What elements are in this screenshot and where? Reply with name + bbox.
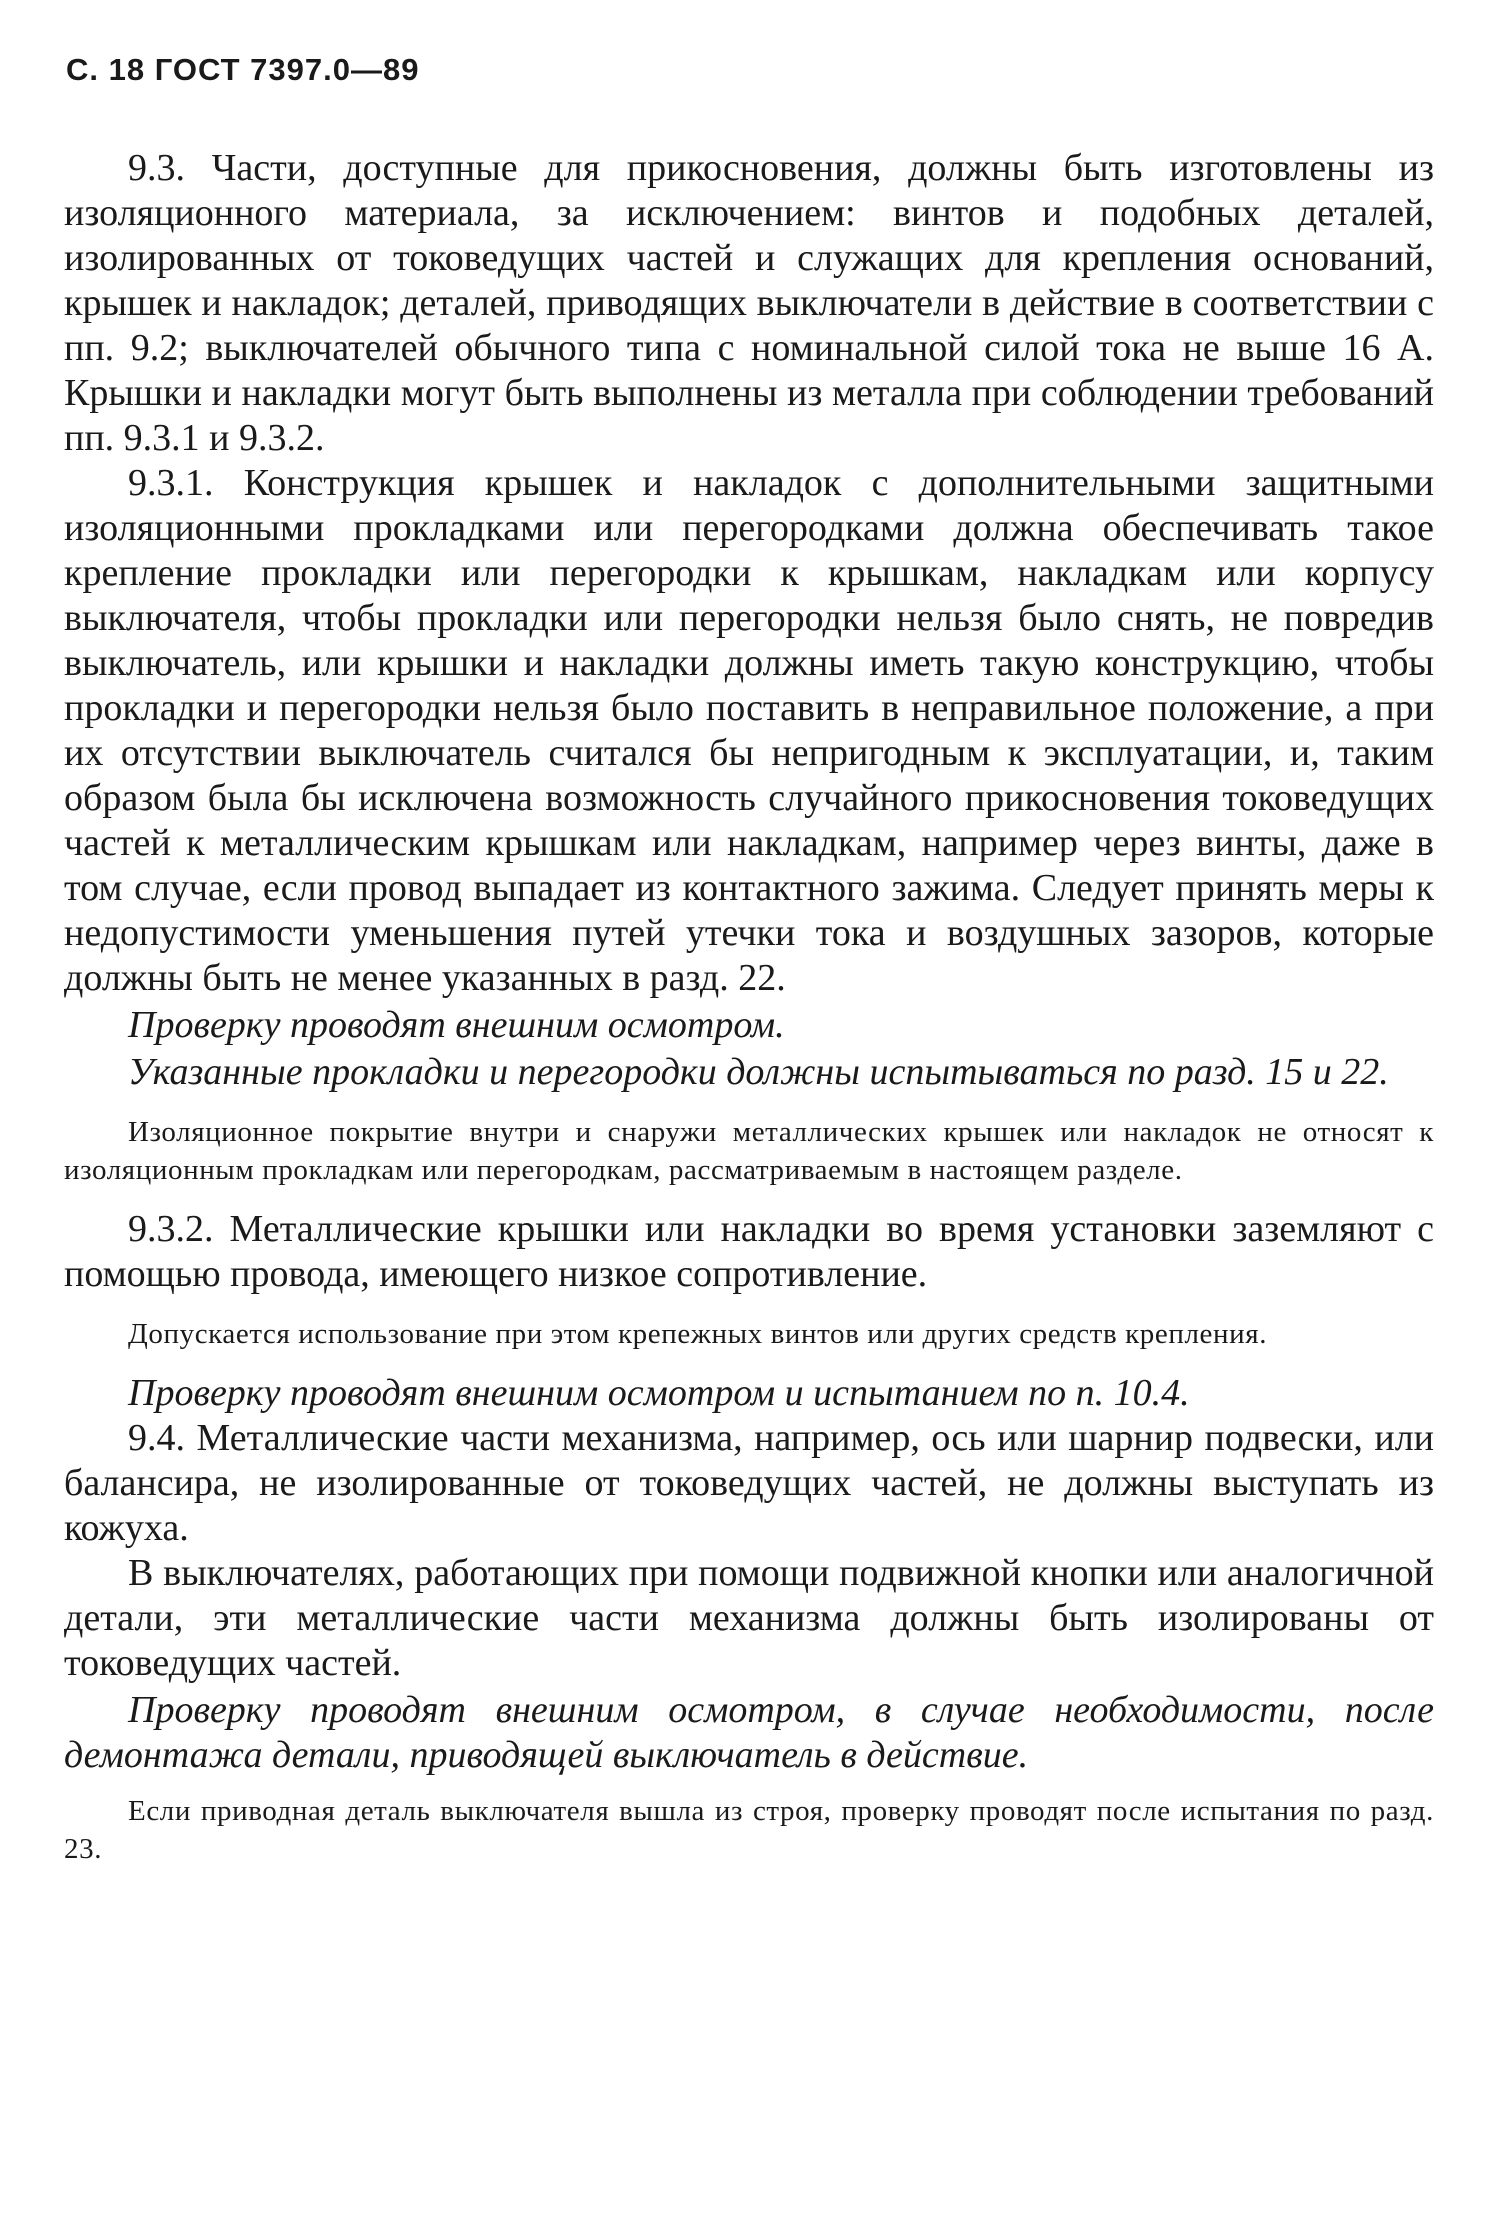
- note-1: Изоляционное покрытие внутри и снаружи металлических крышек или накладок не относят к изоляционным прокладкам или перегородкам, рассматриваемым в настоящем разделе.: [64, 1116, 1434, 1186]
- paragraph-9-4-continued: В выключателях, работающих при помощи подвижной кнопки или аналогичной детали, эти металлические части механизма должны быть изолированы от токоведущих частей.: [64, 1552, 1434, 1684]
- page-header: С. 18 ГОСТ 7397.0—89: [66, 52, 420, 87]
- paragraph-9-3-1: 9.3.1. Конструкция крышек и накладок с дополнительными защитными изоляционными прокладками или перегородками должна обеспечивать такое крепление прокладки или перегородки к крышкам, накладкам или корпусу выключателя, чтобы прокладки или перегородки нельзя было снять, не повредив выключатель, или крышки и накладки должны иметь такую конструкцию, чтобы прокладки и перегородки нельзя было поставить в неправильное положение, а при их отсутствии выключатель считался бы непригодным к эксплуатации, и, таким образом была бы исключена возможность случайного прикосновения токоведущих частей к металлическим крышкам или накладкам, например через винты, даже в том случае, если провод выпадает из контактного зажима. Следует принять меры к недопустимости уменьшения путей утечки тока и воздушных зазоров, которые должны быть не менее указанных в разд. 22.: [64, 462, 1434, 999]
- check-statement-1: Проверку проводят внешним осмотром.: [128, 1004, 785, 1046]
- check-statement-4: Проверку проводят внешним осмотром, в случае необходимости, после демонтажа детали, приводящей выключатель в действие.: [64, 1689, 1434, 1776]
- paragraph-9-3: 9.3. Части, доступные для прикосновения, должны быть изготовлены из изоляционного материала, за исключением: винтов и подобных деталей, изолированных от токоведущих частей и служащих для крепления оснований, крышек и накладок; деталей, приводящих выключатели в действие в соответствии с пп. 9.2; выключателей обычного типа с номинальной силой тока не выше 16 А. Крышки и накладки могут быть выполнены из металла при соблюдении требований пп. 9.3.1 и 9.3.2.: [64, 147, 1434, 459]
- check-statement-2: Указанные прокладки и перегородки должны испытываться по разд. 15 и 22.: [128, 1051, 1389, 1093]
- document-body: [64, 146, 1434, 1886]
- check-statement-3: Проверку проводят внешним осмотром и испытанием по п. 10.4.: [128, 1372, 1190, 1414]
- note-3: Если приводная деталь выключателя вышла из строя, проверку проводят после испытания по разд. 23.: [64, 1795, 1434, 1865]
- paragraph-9-3-2: 9.3.2. Металлические крышки или накладки во время установки заземляют с помощью провода, имеющего низкое сопротивление.: [64, 1208, 1434, 1295]
- paragraph-9-4: 9.4. Металлические части механизма, например, ось или шарнир подвески, или балансира, не изолированные от токоведущих частей, не должны выступать из кожуха.: [64, 1417, 1434, 1549]
- note-2: Допускается использование при этом крепежных винтов или других средств крепления.: [128, 1318, 1268, 1350]
